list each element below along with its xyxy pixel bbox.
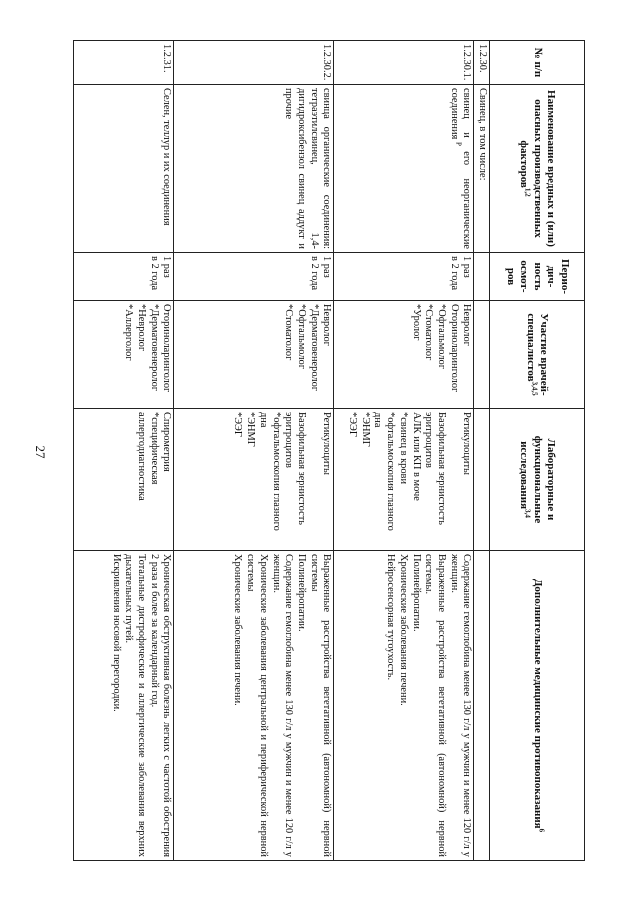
rotated-table-container	[65, 40, 585, 860]
row-factor: свинец и его неорганические соединения $^Р$	[334, 85, 474, 253]
header-specialists: Участие врачей-специалистов$^{3,4,5}$	[490, 301, 585, 409]
row-factor: свинца органические соединения: тетраэтилсвинец, 1,4-дигидроксибензол свинец аддукт и прочие	[174, 85, 334, 253]
row-period: 1 раз в 2 года	[174, 253, 334, 301]
header-factor: Наименование вредных и (или) опасных производственных факторов$^{1,2}$	[490, 85, 585, 253]
row-num: 1.2.31.	[74, 41, 174, 85]
table-header-row	[490, 41, 585, 861]
row-period: 1 раз в 2 года	[334, 253, 474, 301]
row-tests: Спирометрия *специфическая аллергодиагностика	[74, 409, 174, 551]
row-contraindications: Выраженные расстройства вегетативной (автономной) нервной системы Полинейропатии. Содержание гемоглобина менее 130 г/л у мужчин и менее 120 г/л у женщин. Хронические заболевания центральной и периферической нервной системы Хронические заболевания печени.	[174, 551, 334, 861]
table-row	[474, 41, 490, 861]
row-factor: Свинец, в том числе:	[474, 85, 490, 253]
row-contraindications: Содержание гемоглобина менее 130 г/л у мужчин и менее 120 г/л у женщин. Выраженные расстройства вегетативной (автономной) нервной системы. Полинейропатии. Хронические заболевания печени. Нейросенсорная тугоухость.	[334, 551, 474, 861]
header-contraindications: Дополнительные медицинские противопоказания$^6$	[490, 551, 585, 861]
row-factor: Селен, теллур и их соединения	[74, 85, 174, 253]
row-specialists: Оториноларинголог *Дерматовенеролог *Невролог *Аллерголог	[74, 301, 174, 409]
row-tests: Ретикулоциты Базофильная зернистость эритроцитов АЛК или КП в моче *свинец в крови *офтальмоскопия глазного дна *ЭНМГ *ЭЭГ	[334, 409, 474, 551]
header-period: Перио-дич-ность осмот-ров	[490, 253, 585, 301]
medical-exam-table	[73, 40, 585, 861]
table-row	[334, 41, 474, 861]
header-num: № п/п	[490, 41, 585, 85]
page-number: 27	[33, 445, 48, 459]
table-row	[174, 41, 334, 861]
row-num: 1.2.30.	[474, 41, 490, 85]
row-contraindications: Хроническая обструктивная болезнь легких с частотой обострения 2 раза и более за календарный год. Тотальные дистрофические и аллергические заболевания верхних дыхательных путей. Искривления носовой перегородки.	[74, 551, 174, 861]
row-specialists: Невролог *Дерматовенеролог *Офтальмолог *Стоматолог	[174, 301, 334, 409]
row-num: 1.2.30.1.	[334, 41, 474, 85]
row-period: 1 раз в 2 года	[74, 253, 174, 301]
row-tests: Ретикулоциты Базофильная зернистость эритроцитов *офтальмоскопия глазного дна *ЭНМГ *ЭЭГ	[174, 409, 334, 551]
row-specialists: Невролог Оториноларинголог *Офтальмолог *Стоматолог *Уролог	[334, 301, 474, 409]
header-tests: Лабораторные и функциональные исследования$^{3,4}$	[490, 409, 585, 551]
row-num: 1.2.30.2.	[174, 41, 334, 85]
table-row	[74, 41, 174, 861]
